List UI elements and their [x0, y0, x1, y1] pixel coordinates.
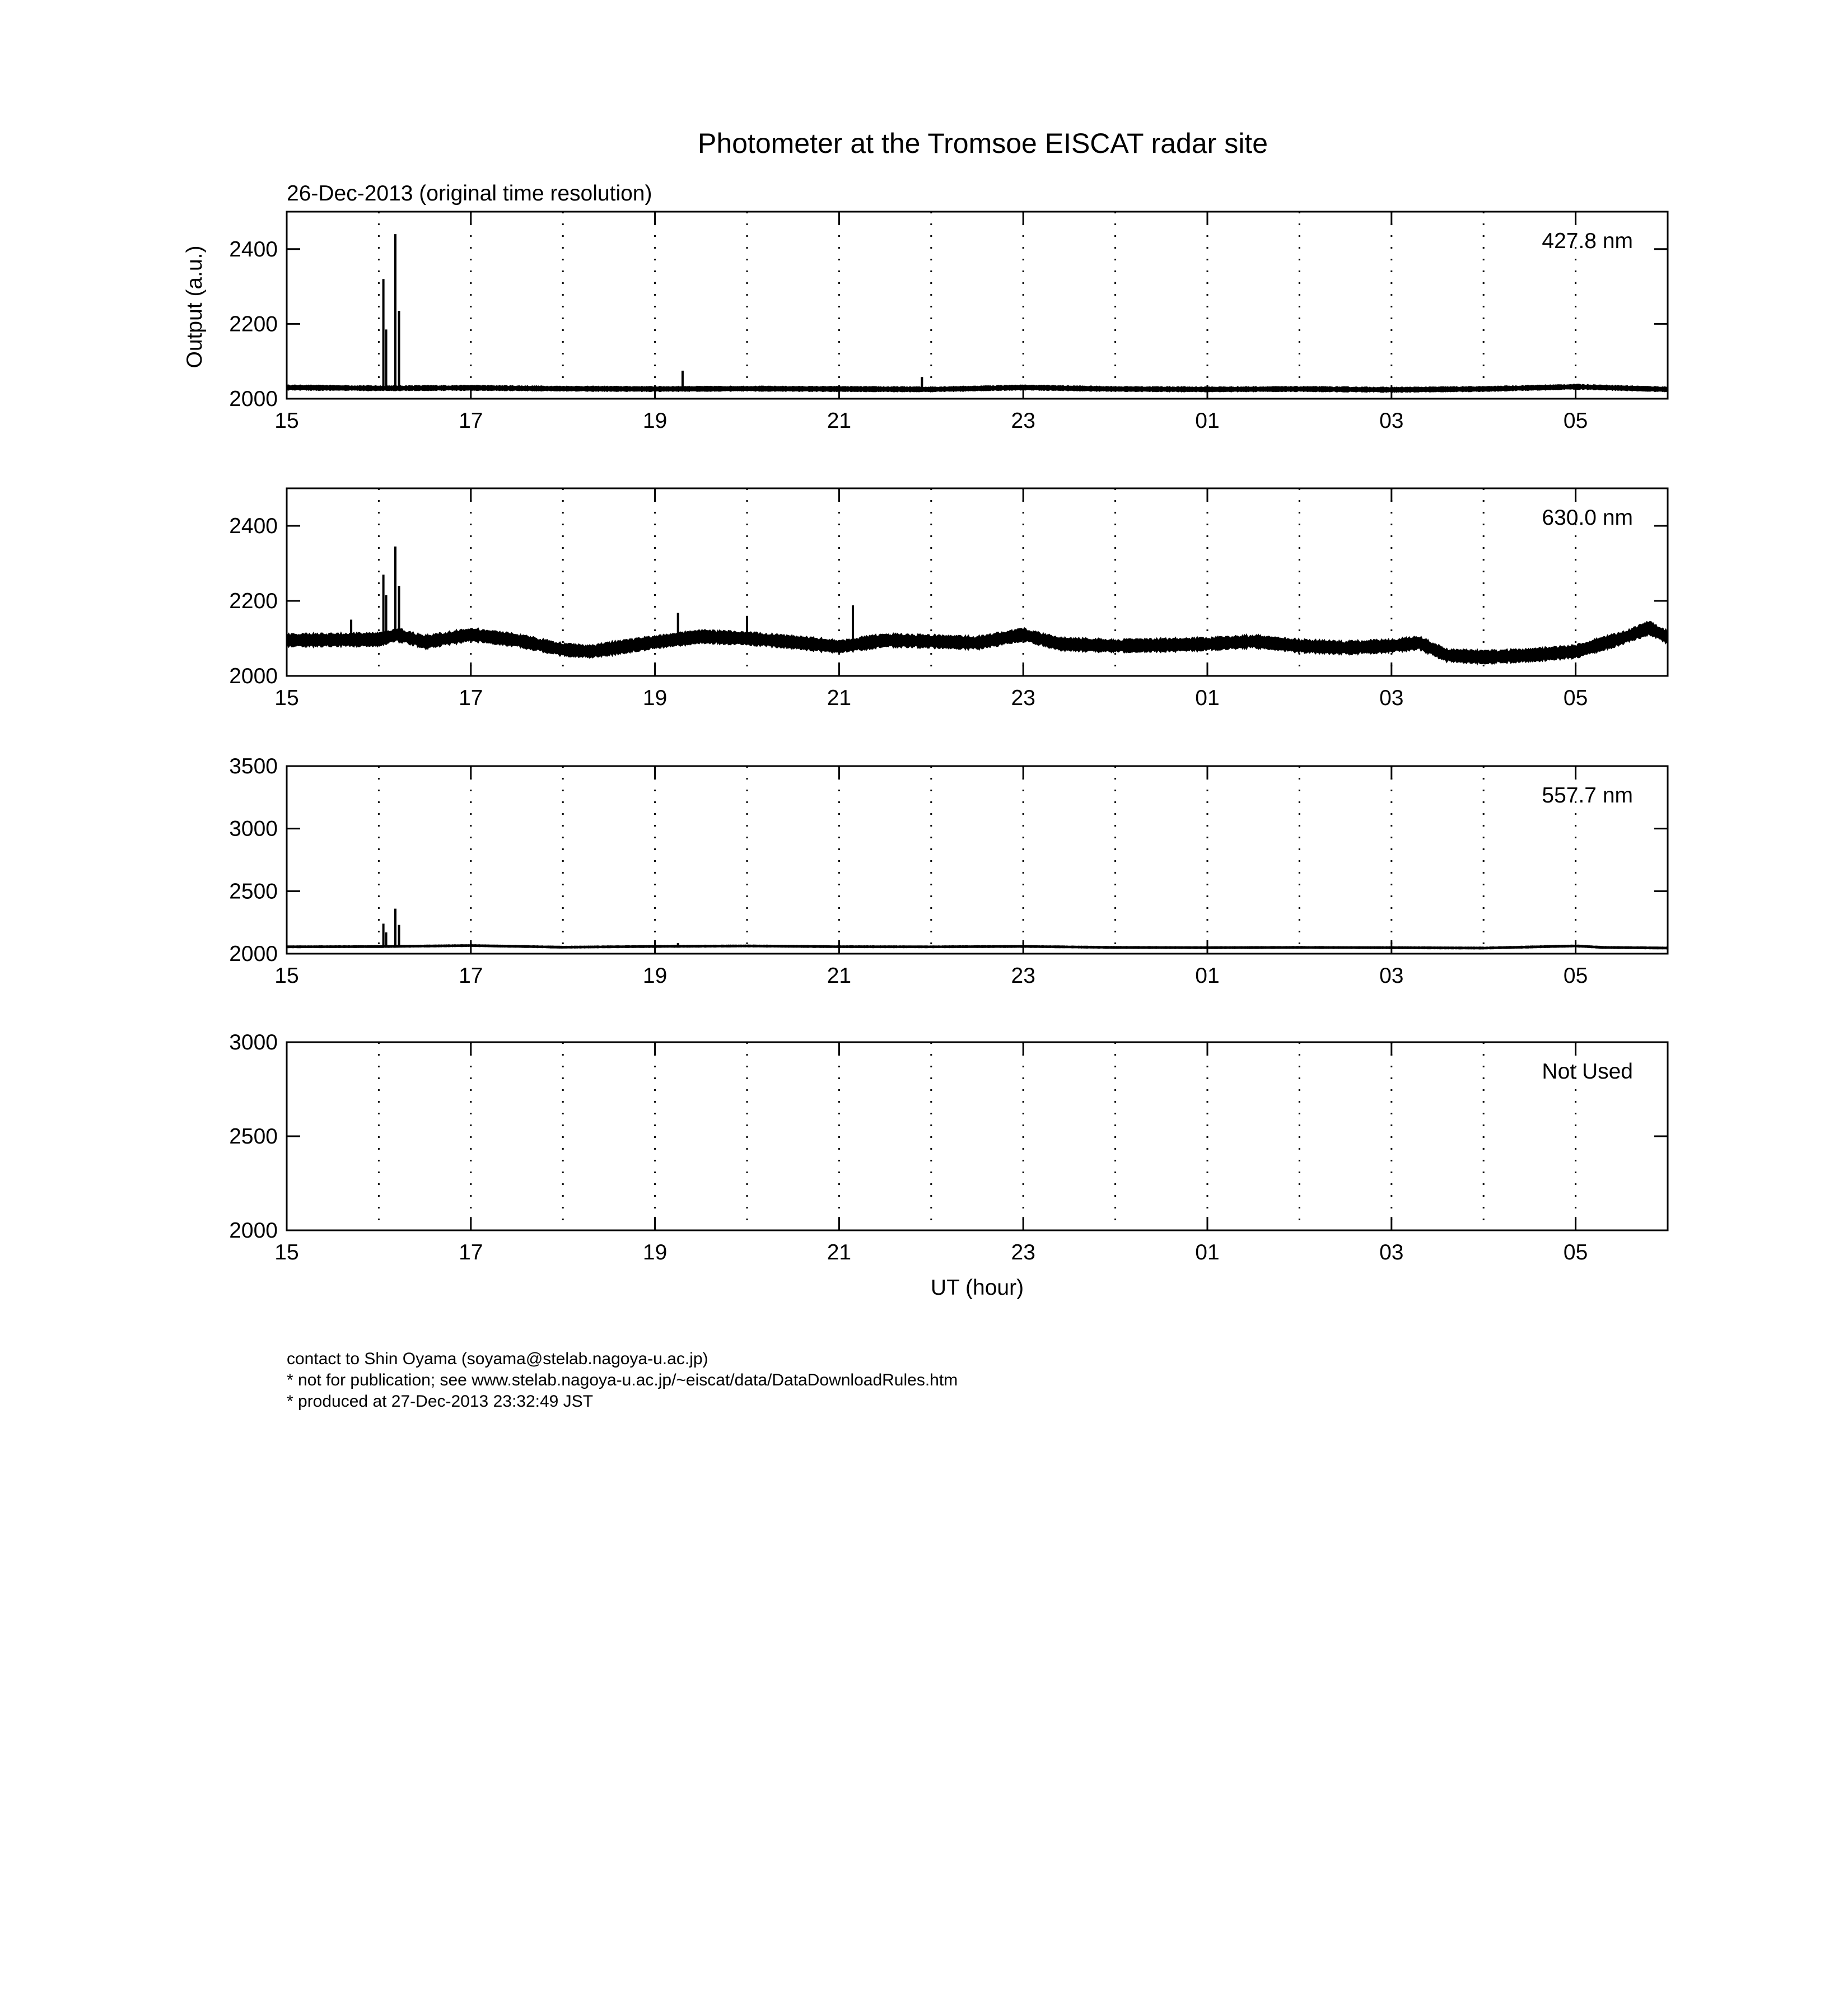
- y-tick-label: 3500: [229, 754, 278, 778]
- x-tick-label: 01: [1195, 964, 1220, 988]
- panel-frame: [287, 766, 1668, 954]
- x-tick-label: 23: [1011, 409, 1035, 433]
- x-tick-label: 21: [827, 1240, 852, 1264]
- x-tick-label: 03: [1379, 964, 1404, 988]
- y-tick-label: 2000: [229, 387, 278, 411]
- panel-4: [229, 1030, 1668, 1264]
- x-tick-label: 19: [642, 409, 668, 433]
- x-tick-label: 17: [459, 686, 483, 710]
- series-trace: [287, 945, 1668, 949]
- x-tick-label: 17: [459, 964, 483, 988]
- x-tick-label: 23: [1011, 686, 1035, 710]
- footer-produced: * produced at 27-Dec-2013 23:32:49 JST: [287, 1392, 594, 1411]
- y-tick-label: 2000: [229, 664, 278, 688]
- panel-2: [229, 488, 1668, 710]
- y-tick-label: 2200: [229, 312, 278, 337]
- series-trace: [287, 622, 1668, 664]
- x-axis-label: UT (hour): [930, 1276, 1024, 1300]
- x-tick-label: 01: [1195, 1240, 1220, 1264]
- x-tick-label: 23: [1011, 964, 1035, 988]
- x-tick-label: 19: [642, 1240, 668, 1264]
- x-tick-label: 17: [459, 1240, 483, 1264]
- y-tick-label: 2400: [229, 514, 278, 538]
- y-tick-label: 3000: [229, 1030, 278, 1054]
- panel-label: 630.0 nm: [1542, 506, 1633, 530]
- x-tick-label: 17: [459, 409, 483, 433]
- y-tick-label: 2500: [229, 1124, 278, 1149]
- x-tick-label: 03: [1379, 409, 1404, 433]
- x-tick-label: 05: [1563, 964, 1588, 988]
- footer-rules: * not for publication; see www.stelab.nagoya-u.ac.jp/~eiscat/data/DataDownloadRules.htm: [287, 1371, 958, 1389]
- y-tick-label: 3000: [229, 816, 278, 841]
- y-tick-label: 2000: [229, 942, 278, 966]
- x-tick-label: 03: [1379, 1240, 1404, 1264]
- panel-label: 427.8 nm: [1542, 229, 1633, 253]
- x-tick-label: 21: [827, 686, 852, 710]
- panel-1: [229, 212, 1668, 433]
- y-tick-label: 2500: [229, 879, 278, 904]
- panel-frame: [287, 212, 1668, 399]
- panel-frame: [287, 1042, 1668, 1230]
- chart-title: Photometer at the Tromsoe EISCAT radar site: [697, 128, 1268, 159]
- footer-contact: contact to Shin Oyama (soyama@stelab.nagoya-u.ac.jp): [287, 1350, 708, 1368]
- x-tick-label: 05: [1563, 686, 1588, 710]
- y-axis-label: Output (a.u.): [183, 245, 207, 368]
- footer-notes: [287, 1348, 958, 1412]
- x-tick-label: 15: [274, 1240, 299, 1264]
- x-tick-label: 21: [827, 964, 852, 988]
- x-tick-label: 01: [1195, 409, 1220, 433]
- panel-label: 557.7 nm: [1542, 783, 1633, 808]
- x-tick-label: 19: [642, 686, 668, 710]
- x-tick-label: 05: [1563, 409, 1588, 433]
- x-tick-label: 01: [1195, 686, 1220, 710]
- x-tick-label: 15: [274, 686, 299, 710]
- x-tick-label: 03: [1379, 686, 1404, 710]
- panel-3: [229, 754, 1668, 988]
- x-tick-label: 15: [274, 964, 299, 988]
- x-tick-label: 05: [1563, 1240, 1588, 1264]
- series-trace: [287, 385, 1668, 392]
- x-tick-label: 19: [642, 964, 668, 988]
- y-tick-label: 2200: [229, 589, 278, 613]
- x-tick-label: 23: [1011, 1240, 1035, 1264]
- panel-label: Not Used: [1542, 1060, 1633, 1084]
- y-tick-label: 2400: [229, 237, 278, 262]
- chart-panels: [229, 212, 1668, 1264]
- x-tick-label: 15: [274, 409, 299, 433]
- y-tick-label: 2000: [229, 1219, 278, 1243]
- chart-subtitle: 26-Dec-2013 (original time resolution): [287, 181, 652, 206]
- x-tick-label: 21: [827, 409, 852, 433]
